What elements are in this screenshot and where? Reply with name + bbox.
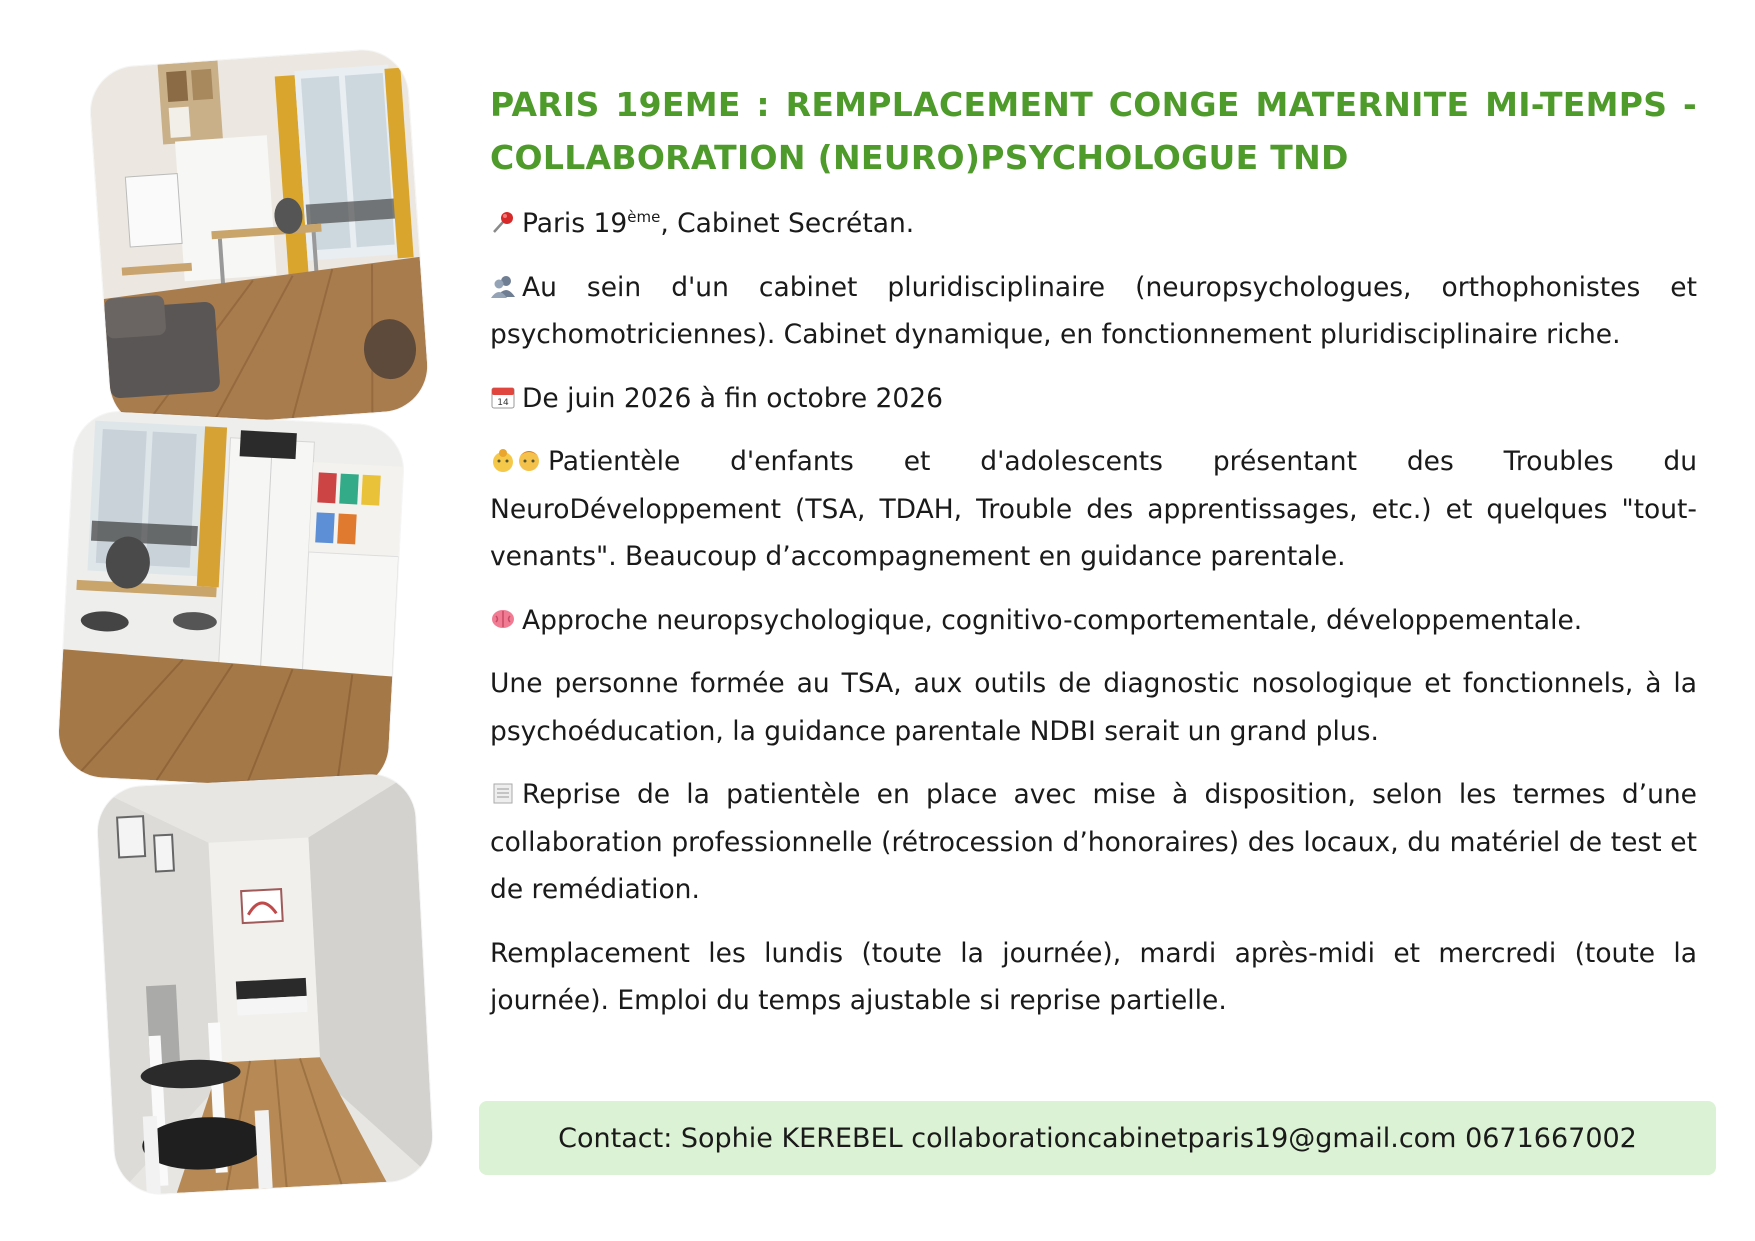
office-photo-room [88, 47, 430, 430]
contact-box [479, 1101, 1716, 1175]
office-photo-corridor [96, 772, 435, 1196]
approach-line [490, 597, 1697, 645]
schedule-paragraph: Remplacement les lundis (toute la journée), mardi après-midi et mercredi (toute la journée). Emploi du temps ajustable si reprise partielle. [490, 937, 1697, 1016]
listing-content [490, 78, 1697, 1041]
cabinet-paragraph [490, 264, 1697, 359]
baby-icon [490, 447, 516, 473]
cabinet-text: Au sein d'un cabinet pluridisciplinaire (neuropsychologues, orthophonistes et psychomotriciennes). Cabinet dynamique, en fonctionnement pluridisciplinaire riche. [490, 271, 1697, 350]
location-line [490, 200, 1697, 248]
terms-paragraph [490, 771, 1697, 914]
terms-text: Reprise de la patientèle en place avec mise à disposition, selon les termes d’une collaboration professionnelle (rétrocession d’honoraires) des locaux, du matériel de test et de remédiation. [490, 779, 1697, 905]
child-icon [516, 447, 542, 473]
office-photo-table [57, 410, 406, 793]
patients-text: Patientèle d'enfants et d'adolescents présentant des Troubles du NeuroDéveloppement (TSA, TDAH, Trouble des apprentissages, etc.) et quelques "tout-venants". Beaucoup d’accompagnement en guidance parentale. [490, 446, 1697, 572]
document-icon [490, 780, 516, 806]
dates-line [490, 375, 1697, 423]
people-icon [490, 273, 516, 299]
location-prefix: Paris 19 [522, 208, 628, 239]
profile-paragraph: Une personne formée au TSA, aux outils de diagnostic nosologique et fonctionnels, à la psychoéducation, la guidance parentale NDBI serait un grand plus. [490, 668, 1697, 747]
page-title: PARIS 19EME : REMPLACEMENT CONGE MATERNITE MI-TEMPS - COLLABORATION (NEURO)PSYCHOLOGUE TND [490, 85, 1697, 177]
approach-text: Approche neuropsychologique, cognitivo-comportementale, développementale. [522, 604, 1583, 636]
contact-text: Contact: Sophie KEREBEL collaborationcabinetparis19@gmail.com 0671667002 [558, 1122, 1637, 1154]
brain-icon [490, 606, 516, 632]
calendar-icon [490, 384, 516, 410]
dates-text: De juin 2026 à fin octobre 2026 [522, 382, 943, 414]
pushpin-icon [490, 209, 516, 235]
location-sup: ème [627, 208, 661, 227]
location-suffix: , Cabinet Secrétan. [660, 208, 915, 239]
patients-paragraph [490, 438, 1697, 581]
svg-text:14: 14 [497, 397, 509, 408]
